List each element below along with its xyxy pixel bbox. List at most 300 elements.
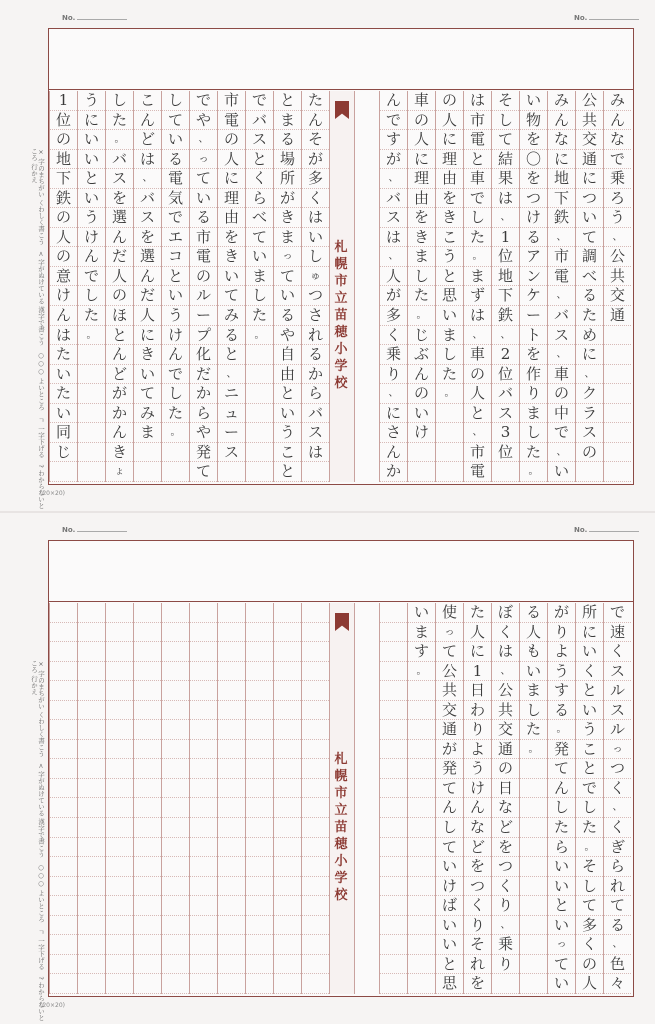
grid-cell: ケ <box>520 286 547 306</box>
grid-cell: ま <box>436 326 463 346</box>
grid-cell: 、 <box>576 365 603 385</box>
grid-cell: に <box>380 404 407 424</box>
grid-cell: ま <box>246 267 273 287</box>
grid-cell <box>106 896 133 916</box>
grid-cell: 選 <box>134 247 161 267</box>
grid-cell: ニ <box>218 384 245 404</box>
grid-cell <box>408 838 435 858</box>
grid-cell: ん <box>408 365 435 385</box>
grid-cell: で <box>246 91 273 111</box>
grid-cell: 。 <box>576 838 603 858</box>
grid-cell: し <box>576 798 603 818</box>
grid-cell <box>302 779 329 799</box>
grid-cell: ん <box>380 443 407 463</box>
grid-cell <box>134 779 161 799</box>
grid-cell: を <box>520 169 547 189</box>
grid-cell <box>302 701 329 721</box>
grid-cell <box>106 838 133 858</box>
grid-cell <box>162 798 189 818</box>
grid-cell <box>380 701 407 721</box>
grid-cell: 人 <box>576 974 603 994</box>
grid-cell: と <box>436 267 463 287</box>
grid-cell <box>190 740 217 760</box>
grid-cell: ん <box>106 345 133 365</box>
grid-cell: れ <box>464 955 491 975</box>
grid-cell <box>134 740 161 760</box>
grid-cell <box>78 798 105 818</box>
grid-cell <box>380 798 407 818</box>
manuscript-column <box>407 91 435 482</box>
grid-cell: る <box>274 130 301 150</box>
grid-cell <box>78 603 105 623</box>
grid-cell: ん <box>380 91 407 111</box>
grid-cell: 。 <box>408 662 435 682</box>
manuscript-column <box>575 603 603 994</box>
grid-cell: 、 <box>464 326 491 346</box>
grid-cell <box>106 662 133 682</box>
grid-cell <box>408 877 435 897</box>
grid-cell: ア <box>520 247 547 267</box>
grid-cell <box>134 603 161 623</box>
grid-cell: は <box>464 306 491 326</box>
grid-cell <box>302 720 329 740</box>
grid-cell <box>106 779 133 799</box>
grid-cell: で <box>162 365 189 385</box>
grid-cell: け <box>464 779 491 799</box>
grid-cell: 、 <box>492 208 519 228</box>
grid-cell <box>162 603 189 623</box>
grid-cell <box>50 955 77 975</box>
grid-cell <box>274 818 301 838</box>
grid-cell <box>162 443 189 463</box>
grid-cell: 、 <box>218 365 245 385</box>
grid-cell: で <box>78 267 105 287</box>
grid-cell <box>162 877 189 897</box>
grid-cell <box>302 603 329 623</box>
grid-cell: 交 <box>492 720 519 740</box>
grid-size-footer: (20×20) <box>40 490 65 497</box>
grid-cell <box>190 916 217 936</box>
grid-cell: 通 <box>436 720 463 740</box>
manuscript-column <box>49 91 77 482</box>
grid-cell <box>274 662 301 682</box>
grid-cell: に <box>218 169 245 189</box>
grid-cell <box>246 857 273 877</box>
grid-cell: 果 <box>492 169 519 189</box>
grid-cell: い <box>274 286 301 306</box>
grid-cell <box>520 974 547 994</box>
grid-cell: る <box>302 345 329 365</box>
grid-cell <box>50 740 77 760</box>
grid-cell <box>162 896 189 916</box>
manuscript-column <box>189 603 217 994</box>
grid-cell <box>604 345 631 365</box>
grid-cell: 市 <box>548 247 575 267</box>
grid-cell <box>274 642 301 662</box>
manuscript-column <box>217 603 245 994</box>
grid-cell: き <box>106 443 133 463</box>
manuscript-paper <box>48 28 634 485</box>
grid-cell: も <box>520 642 547 662</box>
grid-cell: う <box>548 662 575 682</box>
manuscript-sheet-2 <box>0 512 655 1024</box>
grid-cell: ぎ <box>604 838 631 858</box>
grid-cell: く <box>302 189 329 209</box>
grid-cell: い <box>436 916 463 936</box>
grid-cell: 〇 <box>520 150 547 170</box>
grid-cell <box>274 759 301 779</box>
grid-cell: 交 <box>436 701 463 721</box>
grid-cell: ス <box>246 130 273 150</box>
grid-cell: か <box>302 365 329 385</box>
grid-cell: は <box>380 228 407 248</box>
grid-cell <box>78 365 105 385</box>
manuscript-column <box>435 91 463 482</box>
grid-cell: く <box>464 896 491 916</box>
grid-cell: な <box>464 818 491 838</box>
grid-cell <box>190 662 217 682</box>
grid-cell: っ <box>274 247 301 267</box>
grid-cell <box>50 896 77 916</box>
grid-cell <box>162 779 189 799</box>
grid-cell: コ <box>162 247 189 267</box>
grid-cell: ま <box>408 247 435 267</box>
grid-cell <box>78 384 105 404</box>
grid-cell: 車 <box>548 365 575 385</box>
grid-cell: だ <box>134 286 161 306</box>
grid-cell: ょ <box>106 462 133 482</box>
grid-cell: は <box>464 91 491 111</box>
manuscript-column <box>161 603 189 994</box>
grid-cell: し <box>520 423 547 443</box>
grid-cell <box>246 462 273 482</box>
grid-cell <box>436 462 463 482</box>
grid-cell: 。 <box>464 247 491 267</box>
grid-cell: の <box>576 955 603 975</box>
grid-cell <box>190 838 217 858</box>
grid-cell: く <box>604 779 631 799</box>
grid-cell: み <box>134 404 161 424</box>
grid-cell: い <box>246 247 273 267</box>
grid-cell <box>246 701 273 721</box>
grid-cell: 速 <box>604 623 631 643</box>
grid-cell <box>218 798 245 818</box>
grid-cell: い <box>190 189 217 209</box>
grid-cell: や <box>274 326 301 346</box>
grid-cell: で <box>604 150 631 170</box>
grid-cell <box>274 603 301 623</box>
grid-cell: こ <box>436 228 463 248</box>
grid-cell: ん <box>106 423 133 443</box>
grid-cell <box>162 857 189 877</box>
grid-cell <box>246 384 273 404</box>
grid-cell: 下 <box>492 286 519 306</box>
grid-cell: く <box>576 662 603 682</box>
grid-cell <box>604 326 631 346</box>
grid-cell <box>218 818 245 838</box>
grid-cell: 。 <box>436 384 463 404</box>
grid-cell <box>78 623 105 643</box>
grid-cell: り <box>380 365 407 385</box>
grid-cell <box>218 955 245 975</box>
grid-cell: 通 <box>576 150 603 170</box>
grid-cell <box>274 955 301 975</box>
grid-cell: 多 <box>380 306 407 326</box>
grid-cell <box>380 877 407 897</box>
grid-cell <box>134 642 161 662</box>
grid-cell <box>408 955 435 975</box>
grid-cell <box>106 701 133 721</box>
grid-cell <box>302 662 329 682</box>
grid-cell <box>246 365 273 385</box>
grid-cell: て <box>274 267 301 287</box>
grid-cell: ン <box>520 267 547 287</box>
grid-cell <box>380 779 407 799</box>
grid-cell: ま <box>408 623 435 643</box>
grid-cell: く <box>492 877 519 897</box>
grid-cell: い <box>436 306 463 326</box>
grid-cell <box>106 877 133 897</box>
grid-cell <box>408 818 435 838</box>
grid-cell <box>78 443 105 463</box>
grid-cell: 、 <box>604 798 631 818</box>
grid-cell: 所 <box>274 169 301 189</box>
grid-cell: 車 <box>464 169 491 189</box>
grid-cell <box>380 759 407 779</box>
grid-cell <box>408 681 435 701</box>
grid-cell <box>134 462 161 482</box>
grid-cell: ん <box>302 111 329 131</box>
grid-cell: を <box>464 857 491 877</box>
grid-cell: い <box>50 404 77 424</box>
grid-cell: い <box>548 857 575 877</box>
grid-cell: け <box>436 877 463 897</box>
grid-cell <box>380 642 407 662</box>
grid-cell <box>162 720 189 740</box>
grid-cell: い <box>162 130 189 150</box>
grid-cell: な <box>492 798 519 818</box>
grid-cell <box>78 916 105 936</box>
grid-cell <box>302 877 329 897</box>
grid-cell <box>604 384 631 404</box>
grid-cell <box>246 896 273 916</box>
grid-cell: ス <box>576 423 603 443</box>
manuscript-column <box>603 91 631 482</box>
grid-cell <box>520 877 547 897</box>
grid-cell <box>78 681 105 701</box>
grid-cell: す <box>380 130 407 150</box>
grid-cell: 公 <box>436 662 463 682</box>
grid-cell: つ <box>492 857 519 877</box>
grid-cell <box>162 623 189 643</box>
grid-cell: で <box>190 91 217 111</box>
grid-cell: ト <box>520 326 547 346</box>
grid-cell <box>50 974 77 994</box>
grid-cell <box>218 838 245 858</box>
grid-cell <box>436 443 463 463</box>
grid-cell: 人 <box>408 130 435 150</box>
grid-cell <box>50 681 77 701</box>
grid-cell <box>408 857 435 877</box>
grid-cell: の <box>50 130 77 150</box>
grid-cell <box>162 935 189 955</box>
grid-cell <box>78 818 105 838</box>
grid-cell: り <box>548 623 575 643</box>
grid-cell: じ <box>408 326 435 346</box>
grid-cell <box>302 838 329 858</box>
grid-cell: 理 <box>218 189 245 209</box>
grid-cell: 。 <box>520 462 547 482</box>
grid-cell: 。 <box>246 326 273 346</box>
grid-cell: し <box>436 818 463 838</box>
grid-cell <box>380 974 407 994</box>
grid-cell <box>218 662 245 682</box>
grid-cell <box>302 857 329 877</box>
grid-cell: 物 <box>520 111 547 131</box>
grid-cell: い <box>576 208 603 228</box>
grid-cell: ま <box>464 267 491 287</box>
grid-cell: 人 <box>464 384 491 404</box>
grid-cell <box>78 740 105 760</box>
manuscript-column <box>301 603 329 994</box>
grid-cell: 1 <box>50 91 77 111</box>
grid-cell <box>218 935 245 955</box>
grid-cell: 電 <box>218 111 245 131</box>
grid-cell: ん <box>548 779 575 799</box>
grid-cell <box>218 720 245 740</box>
grid-cell: て <box>190 169 217 189</box>
correction-legend: × 字のまちがい くわしく書こう < 字がぬけている 漢字で書こう ○○○ よいところ ㄱ 一字下げる ? わからないところ 行かえ <box>30 148 45 509</box>
grid-cell: て <box>576 896 603 916</box>
grid-cell <box>246 935 273 955</box>
grid-cell: で <box>464 189 491 209</box>
grid-cell: バ <box>302 404 329 424</box>
grid-cell <box>520 935 547 955</box>
grid-cell: う <box>604 208 631 228</box>
grid-cell: た <box>576 306 603 326</box>
grid-cell: 市 <box>190 228 217 248</box>
grid-cell <box>492 462 519 482</box>
grid-cell <box>274 701 301 721</box>
grid-cell: て <box>436 838 463 858</box>
grid-cell: ば <box>436 896 463 916</box>
grid-cell <box>218 877 245 897</box>
grid-cell: ス <box>218 443 245 463</box>
grid-cell: り <box>492 955 519 975</box>
grid-cell <box>50 877 77 897</box>
grid-cell <box>218 779 245 799</box>
grid-cell: た <box>246 306 273 326</box>
grid-cell: 地 <box>50 150 77 170</box>
grid-cell <box>274 779 301 799</box>
grid-cell: っ <box>604 740 631 760</box>
manuscript-column <box>519 91 547 482</box>
grid-cell <box>162 838 189 858</box>
grid-cell <box>380 838 407 858</box>
grid-cell: い <box>274 404 301 424</box>
grid-cell <box>274 740 301 760</box>
grid-cell: と <box>576 759 603 779</box>
grid-cell: が <box>380 286 407 306</box>
grid-cell: 同 <box>50 423 77 443</box>
grid-cell: 乗 <box>492 935 519 955</box>
grid-cell: 、 <box>464 423 491 443</box>
grid-cell: 。 <box>106 130 133 150</box>
grid-cell: 、 <box>492 662 519 682</box>
grid-cell <box>520 916 547 936</box>
grid-cell <box>78 462 105 482</box>
grid-cell: ど <box>134 130 161 150</box>
grid-cell: く <box>604 818 631 838</box>
grid-cell <box>408 443 435 463</box>
grid-cell: 共 <box>492 701 519 721</box>
grid-cell: こ <box>274 443 301 463</box>
grid-cell: そ <box>492 91 519 111</box>
grid-cell: を <box>408 208 435 228</box>
grid-cell: の <box>492 759 519 779</box>
grid-cell: い <box>78 189 105 209</box>
grid-cell: バ <box>548 306 575 326</box>
grid-cell: の <box>436 91 463 111</box>
grid-cell: 場 <box>274 150 301 170</box>
grid-cell: わ <box>464 701 491 721</box>
grid-cell: つ <box>302 286 329 306</box>
grid-cell: い <box>520 662 547 682</box>
grid-cell: い <box>78 130 105 150</box>
grid-cell: か <box>190 384 217 404</box>
grid-cell <box>604 423 631 443</box>
grid-cell: と <box>218 345 245 365</box>
grid-cell <box>78 974 105 994</box>
grid-cell: て <box>492 130 519 150</box>
grid-cell: 人 <box>134 306 161 326</box>
grid-cell: る <box>604 916 631 936</box>
grid-cell <box>190 877 217 897</box>
grid-cell <box>380 955 407 975</box>
grid-cell: べ <box>246 208 273 228</box>
grid-cell <box>78 404 105 424</box>
grid-cell <box>246 759 273 779</box>
grid-cell: っ <box>548 935 575 955</box>
grid-cell <box>190 623 217 643</box>
grid-cell <box>50 720 77 740</box>
grid-cell: が <box>274 189 301 209</box>
grid-cell <box>134 955 161 975</box>
grid-cell: 乗 <box>380 345 407 365</box>
grid-cell: だ <box>106 247 133 267</box>
grid-cell <box>190 974 217 994</box>
grid-cell <box>162 462 189 482</box>
grid-cell: 使 <box>436 603 463 623</box>
grid-cell <box>302 818 329 838</box>
grid-cell: だ <box>190 365 217 385</box>
grid-cell: ず <box>464 286 491 306</box>
grid-cell <box>78 759 105 779</box>
grid-cell: プ <box>190 326 217 346</box>
grid-cell: 鉄 <box>548 208 575 228</box>
grid-cell <box>78 720 105 740</box>
grid-cell <box>190 857 217 877</box>
grid-cell <box>134 443 161 463</box>
grid-cell: り <box>520 384 547 404</box>
grid-cell <box>436 404 463 424</box>
school-name: 札幌市立苗穂小学校 <box>334 240 348 391</box>
grid-cell: ス <box>302 423 329 443</box>
manuscript-paper <box>48 540 634 997</box>
grid-cell: と <box>246 150 273 170</box>
grid-cell: と <box>576 681 603 701</box>
grid-cell: バ <box>492 384 519 404</box>
